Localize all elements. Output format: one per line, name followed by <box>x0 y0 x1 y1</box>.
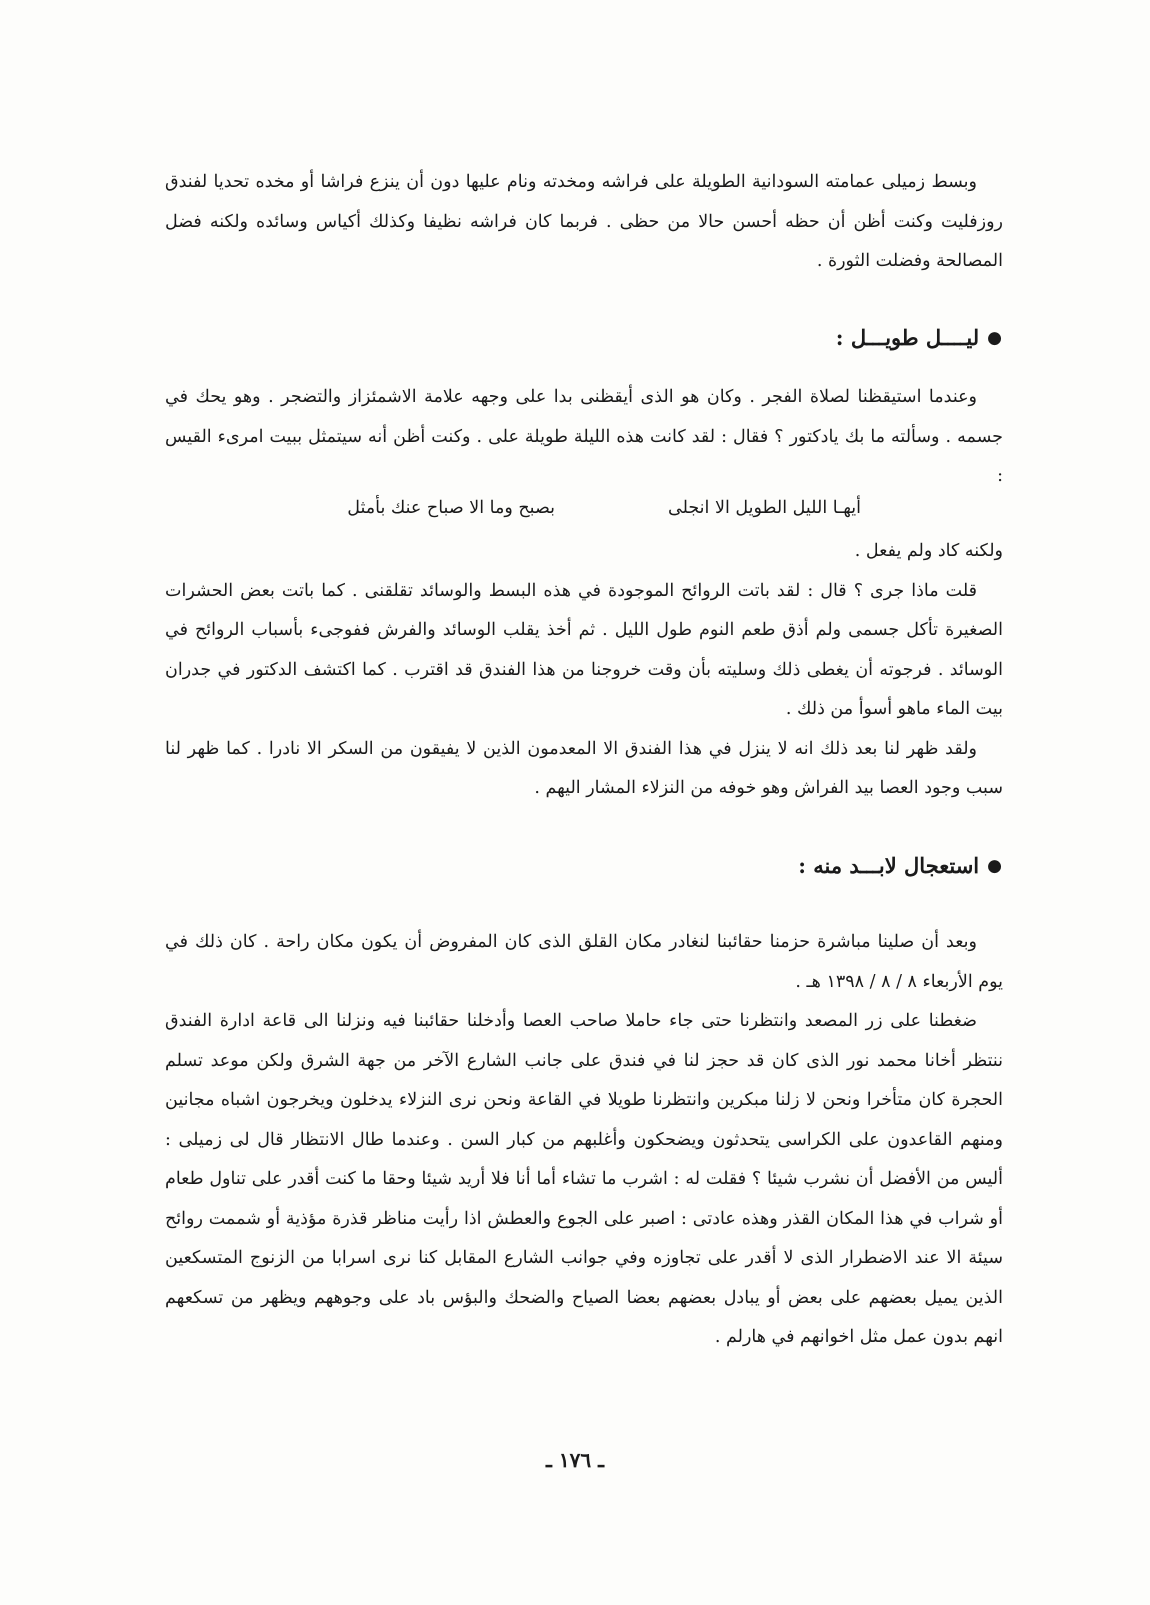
paragraph-block-1 <box>165 163 1003 282</box>
paragraph-block-4 <box>165 923 1003 1358</box>
section-heading <box>836 323 1002 353</box>
verse-second-hemistich: بصبح وما الا صباح عنك بأمثل <box>347 498 555 518</box>
paragraph: ولكنه كاد ولم يفعل . <box>854 541 1003 561</box>
paragraph-block-2 <box>165 378 1003 497</box>
section-heading-text: استعجال لابـــد منه : <box>798 853 980 878</box>
paragraph: ضغطنا على زر المصعد وانتظرنا حتى جاء حاملا صاحب العصا وأدخلنا حقائبنا فيه ونزلنا الى قاعة ادارة الفندق ننتظر أخانا محمد نور الذى كان قد حجز لنا في فندق على جانب الشارع الآخر من جهة الشرق ولكن موعد تسلم الحجرة كان متأخرا ونحن لا زلنا مبكرين وانتظرنا طويلا في القاعة ونحن نرى النزلاء يدخلون ويخرجون اشباه مجانين ومنهم القاعدون على الكراسى يتحدثون ويضحكون وأغلبهم من كبار السن . وعندما طال الانتظار قال لى زميلى : أليس من الأفضل أن نشرب شيئا ؟ فقلت له : اشرب ما تشاء أما أنا فلا أريد شيئا وحقا ما كنت أقدر على تناول طعام أو شراب في هذا المكان القذر وهذه عادتى : اصبر على الجوع والعطش اذا رأيت مناظر قذرة مؤذية أو شممت روائح سيئة الا عند الاضطرار الذى لا أقدر على تجاوزه وفي جوانب الشارع المقابل كنا نرى اسرابا من الزنوج المتسكعين الذين يميل بعضهم على بعض أو يبادل بعضهم بعضا الصياح والضحك والبؤس باد على وجوههم ويظهر من تسكعهم انهم بدون عمل مثل اخوانهم في هارلم . <box>165 1011 1003 1347</box>
bullet-icon: ● <box>987 328 1002 348</box>
paragraph: وعندما استيقظنا لصلاة الفجر . وكان هو الذى أيقظنى بدا على وجهه علامة الاشمئزاز والتضجر . وهو يحك في جسمه . وسألته ما بك يادكتور ؟ فقال : لقد كانت هذه الليلة طويلة على . وكنت أظن أنه سيتمثل ببيت امرىء القيس : <box>165 387 1003 486</box>
page-number: ـ ١٧٦ ـ <box>546 1448 604 1472</box>
verse-first-hemistich: أيهـا الليل الطويل الا انجلى <box>668 498 861 518</box>
bullet-icon: ● <box>987 856 1002 876</box>
poetry-verse <box>165 498 1003 528</box>
section-heading-text: ليــــل طويـــل : <box>835 325 980 350</box>
paragraph: ولقد ظهر لنا بعد ذلك انه لا ينزل في هذا الفندق الا المعدمون الذين لا يفيقون من السكر الا نادرا . كما ظهر لنا سبب وجود العصا بيد الفراش وهو خوفه من النزلاء المشار اليهم . <box>165 738 1003 798</box>
section-heading <box>798 851 1002 881</box>
paragraph-block-3 <box>165 532 1003 809</box>
paragraph: وبسط زميلى عمامته السودانية الطويلة على فراشه ومخدته ونام عليها دون أن ينزع فراشا أو مخده تحديا لفندق روزفليت وكنت أظن أن حظه أحسن حالا من حظى . فربما كان فراشه نظيفا وكذلك أكياس وسائده ولكنه فضل المصالحة وفضلت الثورة . <box>165 172 1003 271</box>
paragraph: وبعد أن صلينا مباشرة حزمنا حقائبنا لنغادر مكان القلق الذى كان المفروض أن يكون مكان راحة . كان ذلك في يوم الأربعاء ٨ / ٨ / ١٣٩٨ هـ . <box>165 932 1003 992</box>
paragraph: قلت ماذا جرى ؟ قال : لقد باتت الروائح الموجودة في هذه البسط والوسائد تقلقنى . كما باتت بعض الحشرات الصغيرة تأكل جسمى ولم أذق طعم النوم طول الليل . ثم أخذ يقلب الوسائد والفرش ففوجىء بأسباب الروائح في الوسائد . فرجوته أن يغطى ذلك وسليته بأن وقت خروجنا من هذا الفندق قد اقترب . كما اكتشف الدكتور في جدران بيت الماء ماهو أسوأ من ذلك . <box>165 580 1003 719</box>
